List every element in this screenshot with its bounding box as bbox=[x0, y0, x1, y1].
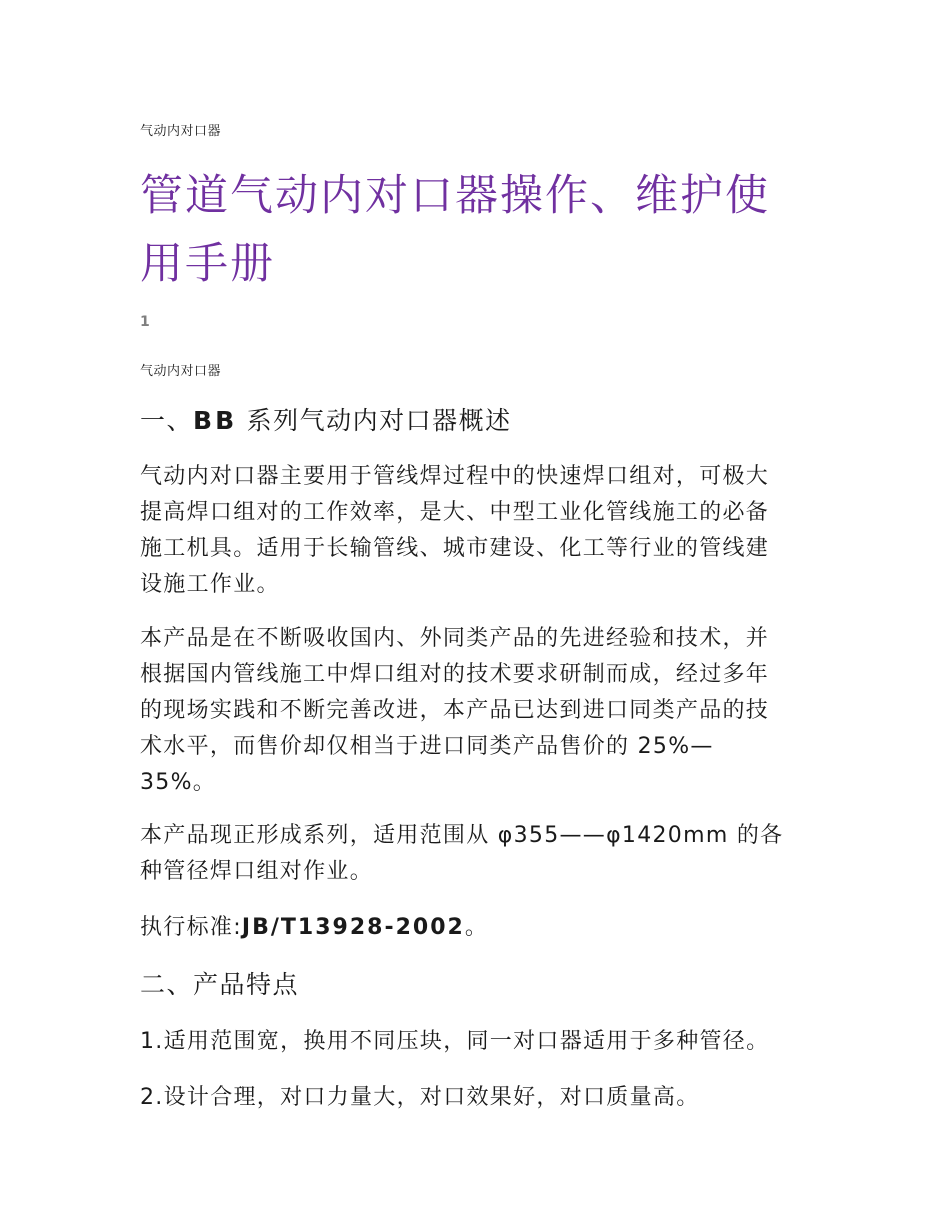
standard-code: JB/T13928-2002 bbox=[241, 915, 465, 940]
document-title bbox=[140, 162, 770, 298]
paragraph-line: 35%。 bbox=[140, 770, 217, 795]
paragraph-purpose bbox=[140, 459, 769, 603]
heading-series-code: BB bbox=[193, 406, 238, 435]
paragraph-line: 本产品现正形成系列，适用范围从 φ355——φ1420mm 的各 bbox=[140, 823, 784, 848]
paragraph-standard bbox=[140, 910, 488, 946]
paragraph-line: 施工机具。适用于长输管线、城市建设、化工等行业的管线建 bbox=[140, 536, 770, 561]
paragraph-line: 的现场实践和不断完善改进，本产品已达到进口同类产品的技 bbox=[140, 698, 770, 723]
feature-item-1: 1.适用范围宽，换用不同压块，同一对口器适用于多种管径。 bbox=[140, 1029, 770, 1054]
title-line-1: 管道气动内对口器操作、维护使 bbox=[140, 171, 770, 221]
paragraph-line: 气动内对口器主要用于管线焊过程中的快速焊口组对，可极大 bbox=[140, 464, 770, 489]
section-heading-overview bbox=[140, 404, 512, 438]
paragraph-line: 根据国内管线施工中焊口组对的技术要求研制而成，经过多年 bbox=[140, 662, 770, 687]
heading-prefix: 一、 bbox=[140, 406, 194, 435]
page-number: 1 bbox=[140, 314, 150, 330]
heading-rest: 系列气动内对口器概述 bbox=[237, 406, 512, 435]
paragraph-line: 本产品是在不断吸收国内、外同类产品的先进经验和技术，并 bbox=[140, 626, 770, 651]
paragraph-line: 术水平，而售价却仅相当于进口同类产品售价的 25%— bbox=[140, 734, 714, 759]
title-line-2: 用手册 bbox=[140, 239, 275, 289]
paragraph-development bbox=[140, 621, 769, 801]
standard-end: 。 bbox=[464, 915, 489, 940]
section-heading-features: 二、产品特点 bbox=[140, 970, 300, 999]
paragraph-line: 设施工作业。 bbox=[140, 572, 280, 597]
feature-item-2: 2.设计合理，对口力量大，对口效果好，对口质量高。 bbox=[140, 1085, 700, 1110]
paragraph-line: 种管径焊口组对作业。 bbox=[140, 859, 374, 884]
standard-label: 执行标准: bbox=[140, 915, 242, 940]
running-header: 气动内对口器 bbox=[140, 124, 222, 139]
paragraph-line: 提高焊口组对的工作效率，是大、中型工业化管线施工的必备 bbox=[140, 500, 770, 525]
running-header-2: 气动内对口器 bbox=[140, 364, 222, 379]
paragraph-range bbox=[140, 818, 783, 890]
